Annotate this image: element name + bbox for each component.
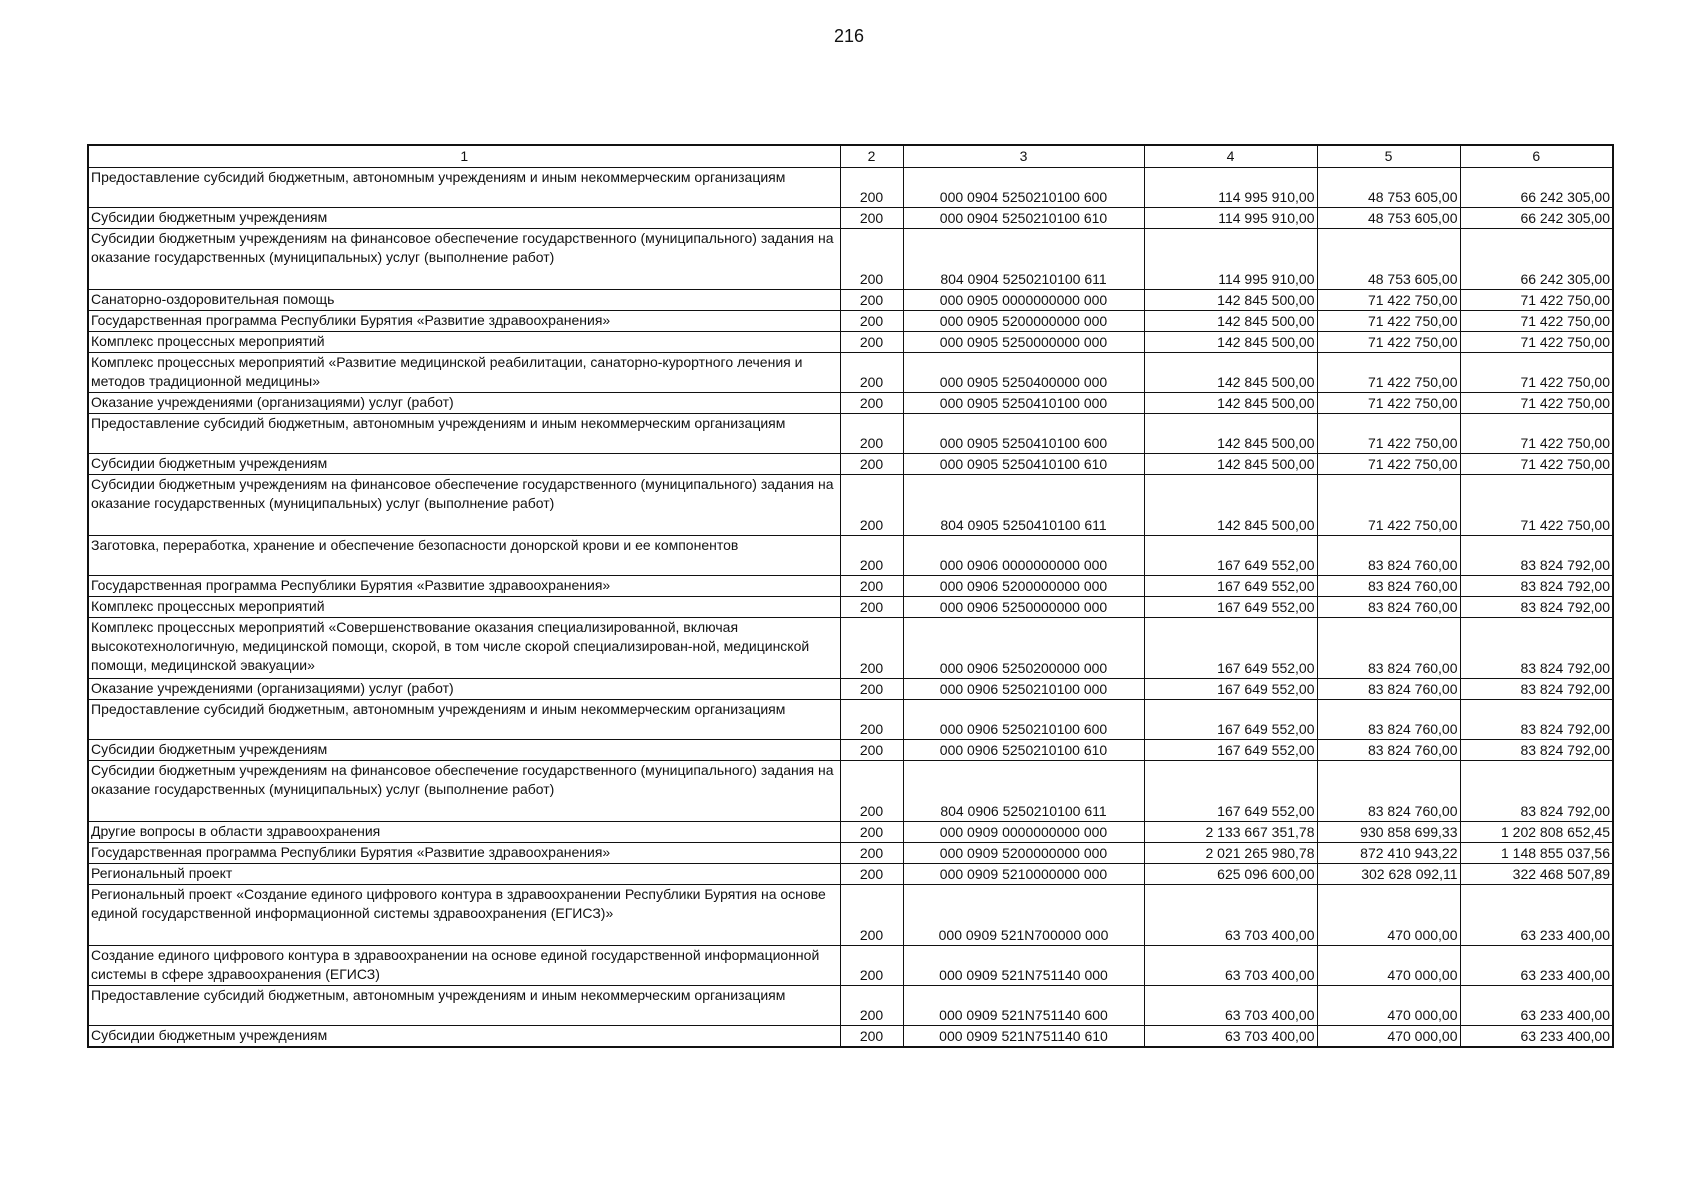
row-code-3-cell: 000 0905 5250410100 000 [903,393,1144,414]
row-value-6-cell: 71 422 750,00 [1460,290,1613,311]
row-value-6-cell: 83 824 792,00 [1460,576,1613,597]
table-row [88,454,1613,475]
row-value-4-cell: 63 703 400,00 [1144,885,1317,946]
row-value-5-cell: 48 753 605,00 [1317,229,1460,290]
row-code-2-cell: 200 [840,414,903,454]
row-code-2-cell: 200 [840,822,903,843]
row-code-3-cell: 000 0904 5250210100 600 [903,168,1144,208]
row-value-5-cell: 71 422 750,00 [1317,332,1460,353]
row-code-2-cell: 200 [840,864,903,885]
row-value-5-cell: 83 824 760,00 [1317,740,1460,761]
row-value-5-cell: 71 422 750,00 [1317,353,1460,393]
row-value-5-cell: 48 753 605,00 [1317,168,1460,208]
table-row [88,700,1613,740]
table-row [88,168,1613,208]
table-row [88,536,1613,576]
row-code-2-cell: 200 [840,761,903,822]
row-value-5-cell: 71 422 750,00 [1317,414,1460,454]
row-value-5-cell: 48 753 605,00 [1317,208,1460,229]
row-name-cell: Комплекс процессных мероприятий [88,597,840,618]
row-code-2-cell: 200 [840,1026,903,1047]
row-value-5-cell: 83 824 760,00 [1317,536,1460,576]
column-header-3: 3 [903,145,1144,168]
table-row [88,290,1613,311]
row-value-4-cell: 167 649 552,00 [1144,761,1317,822]
row-code-3-cell: 000 0909 5200000000 000 [903,843,1144,864]
row-name-cell: Комплекс процессных мероприятий [88,332,840,353]
row-value-4-cell: 142 845 500,00 [1144,393,1317,414]
table-row [88,311,1613,332]
row-value-4-cell: 142 845 500,00 [1144,353,1317,393]
table-row [88,864,1613,885]
row-value-6-cell: 71 422 750,00 [1460,393,1613,414]
column-header-4: 4 [1144,145,1317,168]
row-code-2-cell: 200 [840,229,903,290]
row-code-2-cell: 200 [840,618,903,679]
row-code-2-cell: 200 [840,332,903,353]
row-code-3-cell: 000 0906 5200000000 000 [903,576,1144,597]
row-value-4-cell: 142 845 500,00 [1144,311,1317,332]
table-row [88,679,1613,700]
row-code-2-cell: 200 [840,475,903,536]
row-value-6-cell: 71 422 750,00 [1460,311,1613,332]
row-value-4-cell: 142 845 500,00 [1144,414,1317,454]
row-value-4-cell: 114 995 910,00 [1144,208,1317,229]
row-value-6-cell: 71 422 750,00 [1460,454,1613,475]
row-value-4-cell: 167 649 552,00 [1144,576,1317,597]
row-code-3-cell: 000 0909 521N700000 000 [903,885,1144,946]
row-value-6-cell: 66 242 305,00 [1460,229,1613,290]
row-code-2-cell: 200 [840,353,903,393]
row-code-2-cell: 200 [840,393,903,414]
row-code-3-cell: 000 0906 5250000000 000 [903,597,1144,618]
table-row [88,576,1613,597]
row-value-6-cell: 66 242 305,00 [1460,208,1613,229]
row-code-2-cell: 200 [840,454,903,475]
row-code-2-cell: 200 [840,946,903,986]
row-code-3-cell: 000 0905 5250410100 610 [903,454,1144,475]
row-value-4-cell: 2 133 667 351,78 [1144,822,1317,843]
row-value-5-cell: 83 824 760,00 [1317,576,1460,597]
row-value-4-cell: 114 995 910,00 [1144,168,1317,208]
row-value-4-cell: 167 649 552,00 [1144,536,1317,576]
row-code-2-cell: 200 [840,679,903,700]
row-name-cell: Государственная программа Республики Бурятия «Развитие здравоохранения» [88,576,840,597]
row-code-3-cell: 000 0905 5200000000 000 [903,311,1144,332]
row-value-6-cell: 71 422 750,00 [1460,475,1613,536]
row-name-cell: Предоставление субсидий бюджетным, автономным учреждениям и иным некоммерческим организациям [88,168,840,208]
row-code-3-cell: 000 0904 5250210100 610 [903,208,1144,229]
row-value-6-cell: 71 422 750,00 [1460,414,1613,454]
row-value-6-cell: 63 233 400,00 [1460,885,1613,946]
row-code-3-cell: 804 0906 5250210100 611 [903,761,1144,822]
row-code-2-cell: 200 [840,843,903,864]
row-value-6-cell: 66 242 305,00 [1460,168,1613,208]
column-header-5: 5 [1317,145,1460,168]
row-code-3-cell: 000 0905 0000000000 000 [903,290,1144,311]
row-name-cell: Субсидии бюджетным учреждениям [88,740,840,761]
table-row [88,353,1613,393]
row-code-3-cell: 804 0904 5250210100 611 [903,229,1144,290]
row-value-5-cell: 71 422 750,00 [1317,290,1460,311]
table-row [88,393,1613,414]
row-value-4-cell: 167 649 552,00 [1144,679,1317,700]
row-code-2-cell: 200 [840,311,903,332]
row-value-4-cell: 63 703 400,00 [1144,946,1317,986]
budget-table [87,144,1614,1048]
row-value-6-cell: 83 824 792,00 [1460,536,1613,576]
row-value-6-cell: 63 233 400,00 [1460,946,1613,986]
row-value-5-cell: 83 824 760,00 [1317,597,1460,618]
table-row [88,414,1613,454]
row-value-6-cell: 83 824 792,00 [1460,618,1613,679]
row-value-4-cell: 167 649 552,00 [1144,740,1317,761]
row-code-3-cell: 000 0906 5250210100 610 [903,740,1144,761]
table-body [88,168,1613,1047]
row-code-3-cell: 000 0909 521N751140 600 [903,986,1144,1026]
row-code-2-cell: 200 [840,885,903,946]
row-code-2-cell: 200 [840,597,903,618]
row-name-cell: Заготовка, переработка, хранение и обеспечение безопасности донорской крови и ее компонентов [88,536,840,576]
column-header-6: 6 [1460,145,1613,168]
row-value-5-cell: 470 000,00 [1317,1026,1460,1047]
row-code-3-cell: 000 0909 521N751140 610 [903,1026,1144,1047]
row-value-4-cell: 142 845 500,00 [1144,475,1317,536]
row-value-6-cell: 83 824 792,00 [1460,740,1613,761]
row-value-5-cell: 470 000,00 [1317,986,1460,1026]
row-code-3-cell: 000 0909 521N751140 000 [903,946,1144,986]
row-value-6-cell: 322 468 507,89 [1460,864,1613,885]
row-code-2-cell: 200 [840,290,903,311]
row-value-6-cell: 1 202 808 652,45 [1460,822,1613,843]
row-code-2-cell: 200 [840,576,903,597]
row-value-4-cell: 63 703 400,00 [1144,1026,1317,1047]
header-row [88,145,1613,168]
row-value-6-cell: 1 148 855 037,56 [1460,843,1613,864]
row-code-3-cell: 000 0909 0000000000 000 [903,822,1144,843]
table-row [88,618,1613,679]
row-name-cell: Субсидии бюджетным учреждениям [88,208,840,229]
row-value-5-cell: 83 824 760,00 [1317,679,1460,700]
row-name-cell: Предоставление субсидий бюджетным, автономным учреждениям и иным некоммерческим организациям [88,700,840,740]
row-value-6-cell: 83 824 792,00 [1460,700,1613,740]
row-name-cell: Региональный проект [88,864,840,885]
table-row [88,761,1613,822]
row-value-5-cell: 71 422 750,00 [1317,393,1460,414]
row-name-cell: Создание единого цифрового контура в здравоохранении на основе единой государственной информационной системы в сфере здравоохранения (ЕГИСЗ) [88,946,840,986]
row-value-5-cell: 930 858 699,33 [1317,822,1460,843]
row-value-6-cell: 71 422 750,00 [1460,332,1613,353]
column-header-1: 1 [88,145,840,168]
table-row [88,1026,1613,1047]
row-code-2-cell: 200 [840,986,903,1026]
row-name-cell: Региональный проект «Создание единого цифрового контура в здравоохранении Республики Бурятия на основе единой государственной информационной системы здравоохранения (ЕГИСЗ)» [88,885,840,946]
table-row [88,885,1613,946]
row-value-6-cell: 71 422 750,00 [1460,353,1613,393]
row-code-3-cell: 000 0906 5250200000 000 [903,618,1144,679]
row-value-4-cell: 63 703 400,00 [1144,986,1317,1026]
row-name-cell: Субсидии бюджетным учреждениям на финансовое обеспечение государственного (муниципального) задания на оказание государственных (муниципальных) услуг (выполнение работ) [88,475,840,536]
row-name-cell: Комплекс процессных мероприятий «Совершенствование оказания специализированной, включая высокотехнологичную, медицинской помощи, скорой, в том числе скорой специализирован-ной, медицинской помощи, медицинской эвакуации» [88,618,840,679]
row-code-2-cell: 200 [840,208,903,229]
table-row [88,229,1613,290]
row-name-cell: Оказание учреждениями (организациями) услуг (работ) [88,393,840,414]
row-value-4-cell: 142 845 500,00 [1144,290,1317,311]
row-value-4-cell: 142 845 500,00 [1144,332,1317,353]
table-row [88,597,1613,618]
row-value-5-cell: 470 000,00 [1317,885,1460,946]
page-number: 216 [833,26,865,46]
row-value-6-cell: 63 233 400,00 [1460,986,1613,1026]
row-code-2-cell: 200 [840,536,903,576]
table-row [88,740,1613,761]
row-value-4-cell: 114 995 910,00 [1144,229,1317,290]
table-row [88,208,1613,229]
row-value-5-cell: 71 422 750,00 [1317,475,1460,536]
row-code-3-cell: 000 0905 5250000000 000 [903,332,1144,353]
row-code-3-cell: 000 0906 5250210100 600 [903,700,1144,740]
row-code-3-cell: 000 0906 0000000000 000 [903,536,1144,576]
row-code-3-cell: 000 0905 5250400000 000 [903,353,1144,393]
row-name-cell: Субсидии бюджетным учреждениям [88,454,840,475]
table-row [88,475,1613,536]
row-value-6-cell: 63 233 400,00 [1460,1026,1613,1047]
table-row [88,946,1613,986]
row-value-6-cell: 83 824 792,00 [1460,597,1613,618]
row-code-3-cell: 000 0909 5210000000 000 [903,864,1144,885]
row-value-4-cell: 167 649 552,00 [1144,618,1317,679]
table-row [88,332,1613,353]
row-value-5-cell: 83 824 760,00 [1317,618,1460,679]
row-code-3-cell: 000 0905 5250410100 600 [903,414,1144,454]
row-name-cell: Предоставление субсидий бюджетным, автономным учреждениям и иным некоммерческим организациям [88,986,840,1026]
row-value-5-cell: 872 410 943,22 [1317,843,1460,864]
row-value-4-cell: 167 649 552,00 [1144,597,1317,618]
row-value-6-cell: 83 824 792,00 [1460,679,1613,700]
row-code-2-cell: 200 [840,168,903,208]
row-name-cell: Субсидии бюджетным учреждениям [88,1026,840,1047]
row-code-3-cell: 000 0906 5250210100 000 [903,679,1144,700]
row-name-cell: Санаторно-оздоровительная помощь [88,290,840,311]
row-value-6-cell: 83 824 792,00 [1460,761,1613,822]
row-code-2-cell: 200 [840,740,903,761]
row-value-5-cell: 83 824 760,00 [1317,761,1460,822]
row-value-5-cell: 71 422 750,00 [1317,311,1460,332]
table-row [88,986,1613,1026]
row-name-cell: Государственная программа Республики Бурятия «Развитие здравоохранения» [88,843,840,864]
row-name-cell: Комплекс процессных мероприятий «Развитие медицинской реабилитации, санаторно-курортного лечения и методов традиционной медицины» [88,353,840,393]
row-value-5-cell: 83 824 760,00 [1317,700,1460,740]
row-code-3-cell: 804 0905 5250410100 611 [903,475,1144,536]
row-value-5-cell: 71 422 750,00 [1317,454,1460,475]
row-value-4-cell: 142 845 500,00 [1144,454,1317,475]
row-name-cell: Государственная программа Республики Бурятия «Развитие здравоохранения» [88,311,840,332]
row-name-cell: Субсидии бюджетным учреждениям на финансовое обеспечение государственного (муниципального) задания на оказание государственных (муниципальных) услуг (выполнение работ) [88,761,840,822]
row-name-cell: Субсидии бюджетным учреждениям на финансовое обеспечение государственного (муниципального) задания на оказание государственных (муниципальных) услуг (выполнение работ) [88,229,840,290]
table-row [88,822,1613,843]
row-value-4-cell: 167 649 552,00 [1144,700,1317,740]
row-value-5-cell: 470 000,00 [1317,946,1460,986]
column-header-2: 2 [840,145,903,168]
table-row [88,843,1613,864]
row-value-4-cell: 2 021 265 980,78 [1144,843,1317,864]
row-name-cell: Другие вопросы в области здравоохранения [88,822,840,843]
row-name-cell: Предоставление субсидий бюджетным, автономным учреждениям и иным некоммерческим организациям [88,414,840,454]
row-value-5-cell: 302 628 092,11 [1317,864,1460,885]
row-value-4-cell: 625 096 600,00 [1144,864,1317,885]
row-code-2-cell: 200 [840,700,903,740]
row-name-cell: Оказание учреждениями (организациями) услуг (работ) [88,679,840,700]
